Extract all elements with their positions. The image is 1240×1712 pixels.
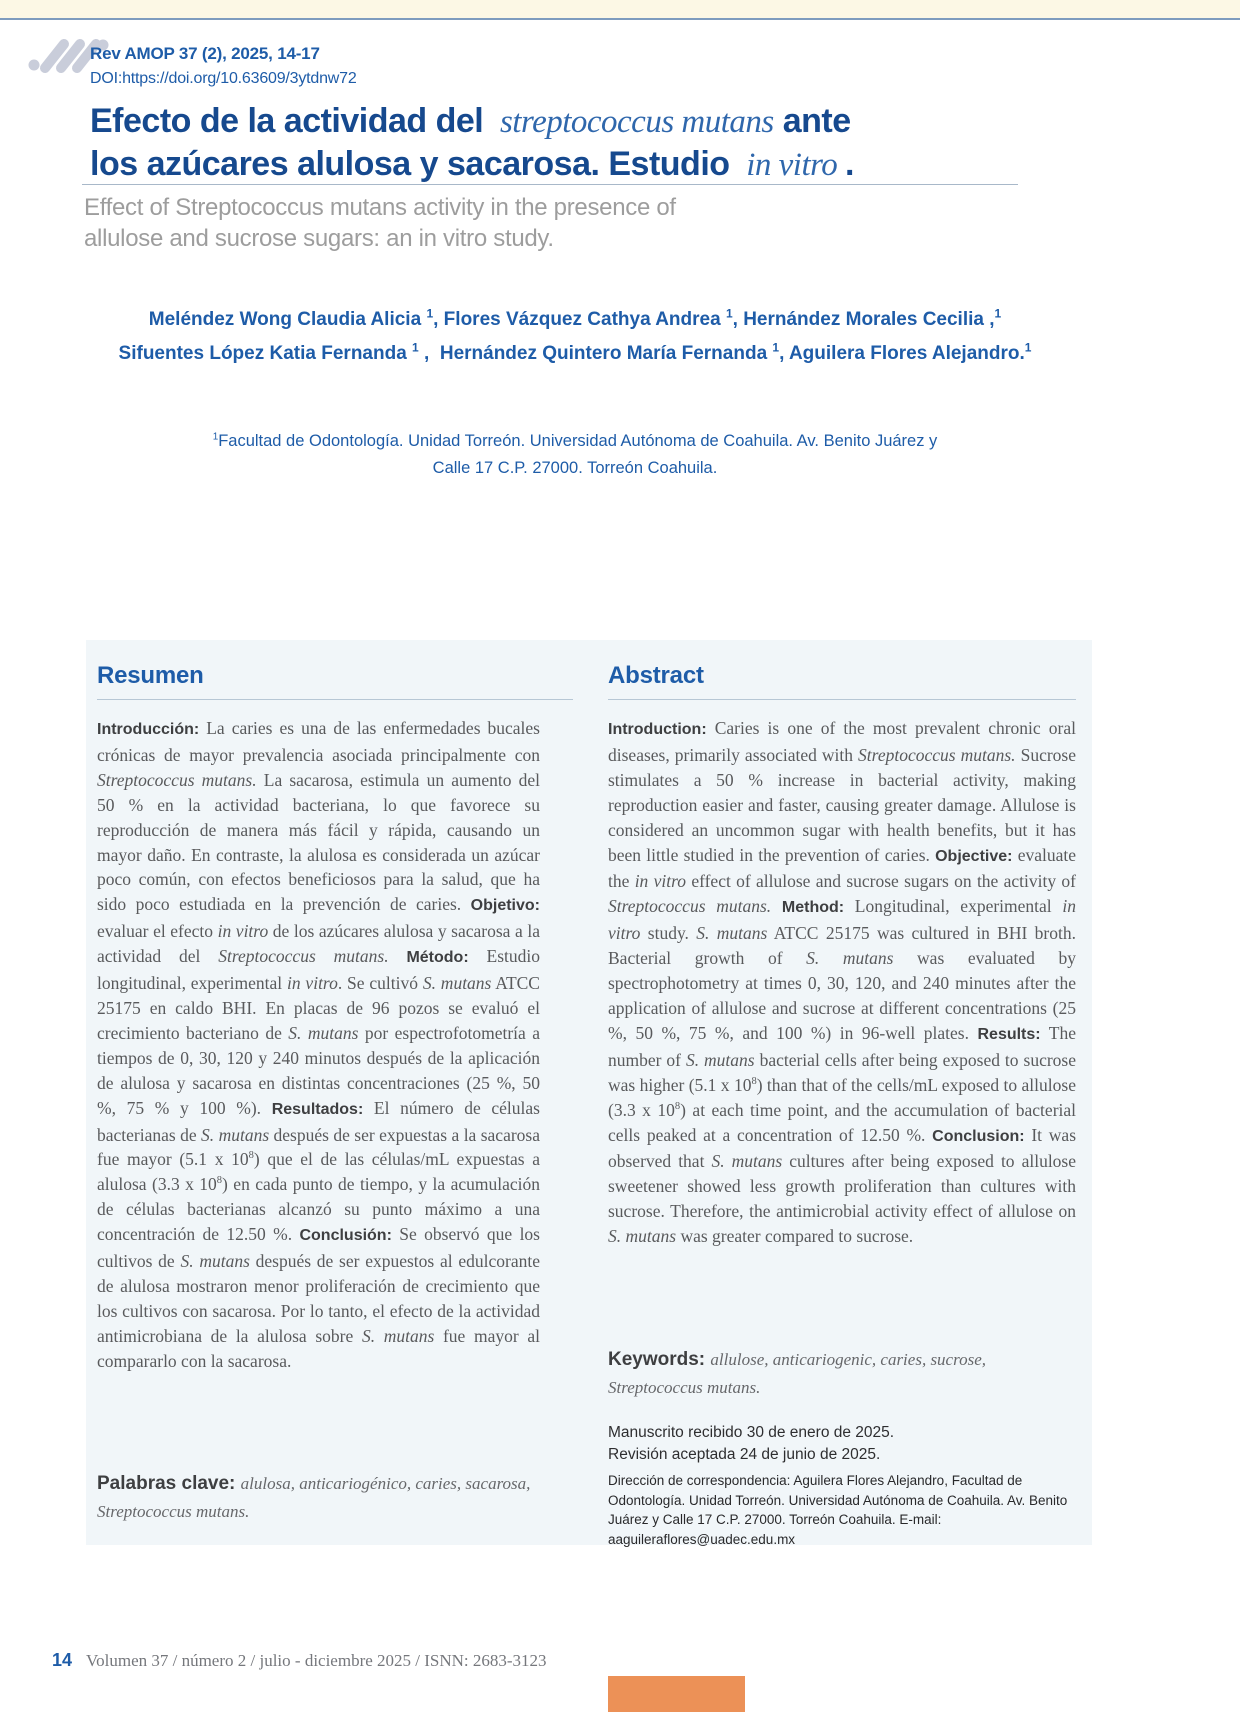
manuscript-dates [608,1422,1076,1466]
keywords-es: Palabras clave: alulosa, anticariogénico, caries, sacarosa, Streptococcus mutans. [97,1473,531,1521]
resumen-body: Introducción: La caries es una de las enfermedades bucales crónicas de mayor prevalencia asociada principalmente con Streptococcus mutans. La sacarosa, estimula un aumento del 50 % en la actividad bacteriana, lo que favorece su reproducción de manera más fácil y rápida, causando un mayor daño. En contraste, la alulosa es considerada un azúcar poco común, con efectos beneficiosos para la salud, que ha sido poco estudiada en la prevención de caries. Objetivo: evaluar el efecto in vitro de los azúcares alulosa y sacarosa a la actividad del Streptococcus mutans. Método: Estudio longitudinal, experimental in vitro. Se cultivó S. mutans ATCC 25175 en caldo BHI. En placas de 96 pozos se evaluó el crecimiento bacteriano de S. mutans por espectrofotometría a tiempos de 0, 30, 120 y 240 minutos después de la aplicación de alulosa y sacarosa en distintas concentraciones (25 %, 50 %, 75 % y 100 %). Resultados: El número de células bacterianas de S. mutans después de ser expuestas a la sacarosa fue mayor (5.1 x $10^8$) que el de las células/mL expuestas a alulosa (3.3 x $10^8$) en cada punto de tiempo, y la acumulación de células bacterianas alcanzó su punto máximo a una concentración de 12.50 %. Conclusión: Se observó que los cultivos de S. mutans después de ser expuestos al edulcorante de alulosa mostraron menor proliferación de crecimiento que los cultivos con sacarosa. Por lo tanto, el efecto de la actividad antimicrobiana de la alulosa sobre S. mutans fue mayor al compararlo con la sacarosa. [97,718,541,1371]
resumen-section [97,640,540,1545]
correspondence-address[interactable]: Dirección de correspondencia: Aguilera Flores Alejandro, Facultad de Odontología. Unidad Torreón. Universidad Autónoma de Coahuila. Av. Benito Juárez y Calle 17 C.P. 27000. Torreón Coahuila. E-mail: aaguileraflores@uadec.edu.mx [608,1473,1068,1547]
footer [52,1650,547,1671]
top-accent-bar [0,0,1240,20]
affiliation-line1: $^1$Facultad de Odontología. Unidad Torreón. Universidad Autónoma de Coahuila. Av. Benito Juárez y [212,431,938,450]
paper-title-line2: los azúcares alulosa y sacarosa. Estudio in vitro . [90,145,854,183]
abstract-heading-rule [608,699,1076,700]
paper-title-es [90,100,1050,186]
abstract-section [608,640,1076,1545]
resumen-heading: Resumen [97,662,204,689]
authors-line1: Meléndez Wong Claudia Alicia $^1$, Flores Vázquez Cathya Andrea $^1$, Hernández Morales Cecilia ,$^1$ [148,306,1002,330]
affiliation-line2: Calle 17 C.P. 27000. Torreón Coahuila. [432,459,718,477]
paper-title-en [84,192,984,254]
paper-title-line1: Efecto de la actividad del streptococcus mutans ante [90,102,851,140]
abstract-heading: Abstract [608,662,704,689]
authors [30,303,1120,371]
issue-info: Volumen 37 / número 2 / julio - diciembre 2025 / ISNN: 2683-3123 [86,1651,547,1670]
doi-link[interactable]: DOI:https://doi.org/10.63609/3ytdnw72 [90,70,357,87]
page-number: 14 [52,1650,73,1670]
manuscript-received: Manuscrito recibido 30 de enero de 2025. [608,1424,895,1441]
orange-accent-block [608,1676,745,1712]
manuscript-accepted: Revisión aceptada 24 de junio de 2025. [608,1446,881,1463]
authors-line2: Sifuentes López Katia Fernanda $^1$ , Hernández Quintero María Fernanda $^1$, Aguilera Flores Alejandro.$^1$ [118,340,1032,364]
keywords-en: Keywords: allulose, anticariogenic, caries, sucrose, Streptococcus mutans. [608,1349,986,1397]
resumen-heading-rule [97,699,573,700]
paper-title-en-line2: allulose and sucrose sugars: an in vitro study. [84,225,554,252]
abstract-panel [86,640,1092,1545]
affiliation [30,428,1120,482]
abstract-body: Introduction: Caries is one of the most prevalent chronic oral diseases, primarily associated with Streptococcus mutans. Sucrose stimulates a 50 % increase in bacterial activity, making reproduction easier and faster, causing greater damage. Allulose is considered an uncommon sugar with health benefits, but it has been little studied in the prevention of caries. Objective: evaluate the in vitro effect of allulose and sucrose sugars on the activity of Streptococcus mutans. Method: Longitudinal, experimental in vitro study. S. mutans ATCC 25175 was cultured in BHI broth. Bacterial growth of S. mutans was evaluated by spectrophotometry at times 0, 30, 120, and 240 minutes after the application of allulose and sucrose at different concentrations (25 %, 50 %, 75 %, and 100 %) in 96-well plates. Results: The number of S. mutans bacterial cells after being exposed to sucrose was higher (5.1 x $10^8$) than that of the cells/mL exposed to allulose (3.3 x $10^8$) at each time point, and the accumulation of bacterial cells peaked at a concentration of 12.50 %. Conclusion: It was observed that S. mutans cultures after being exposed to allulose sweetener showed less growth proliferation than cultures with sucrose. Therefore, the antimicrobial activity effect of allulose on S. mutans was greater compared to sucrose. [608,718,1077,1247]
paper-title-en-line1: Effect of Streptococcus mutans activity in the presence of [84,194,676,221]
title-divider [82,184,1018,185]
journal-reference: Rev AMOP 37 (2), 2025, 14-17 [90,44,320,63]
